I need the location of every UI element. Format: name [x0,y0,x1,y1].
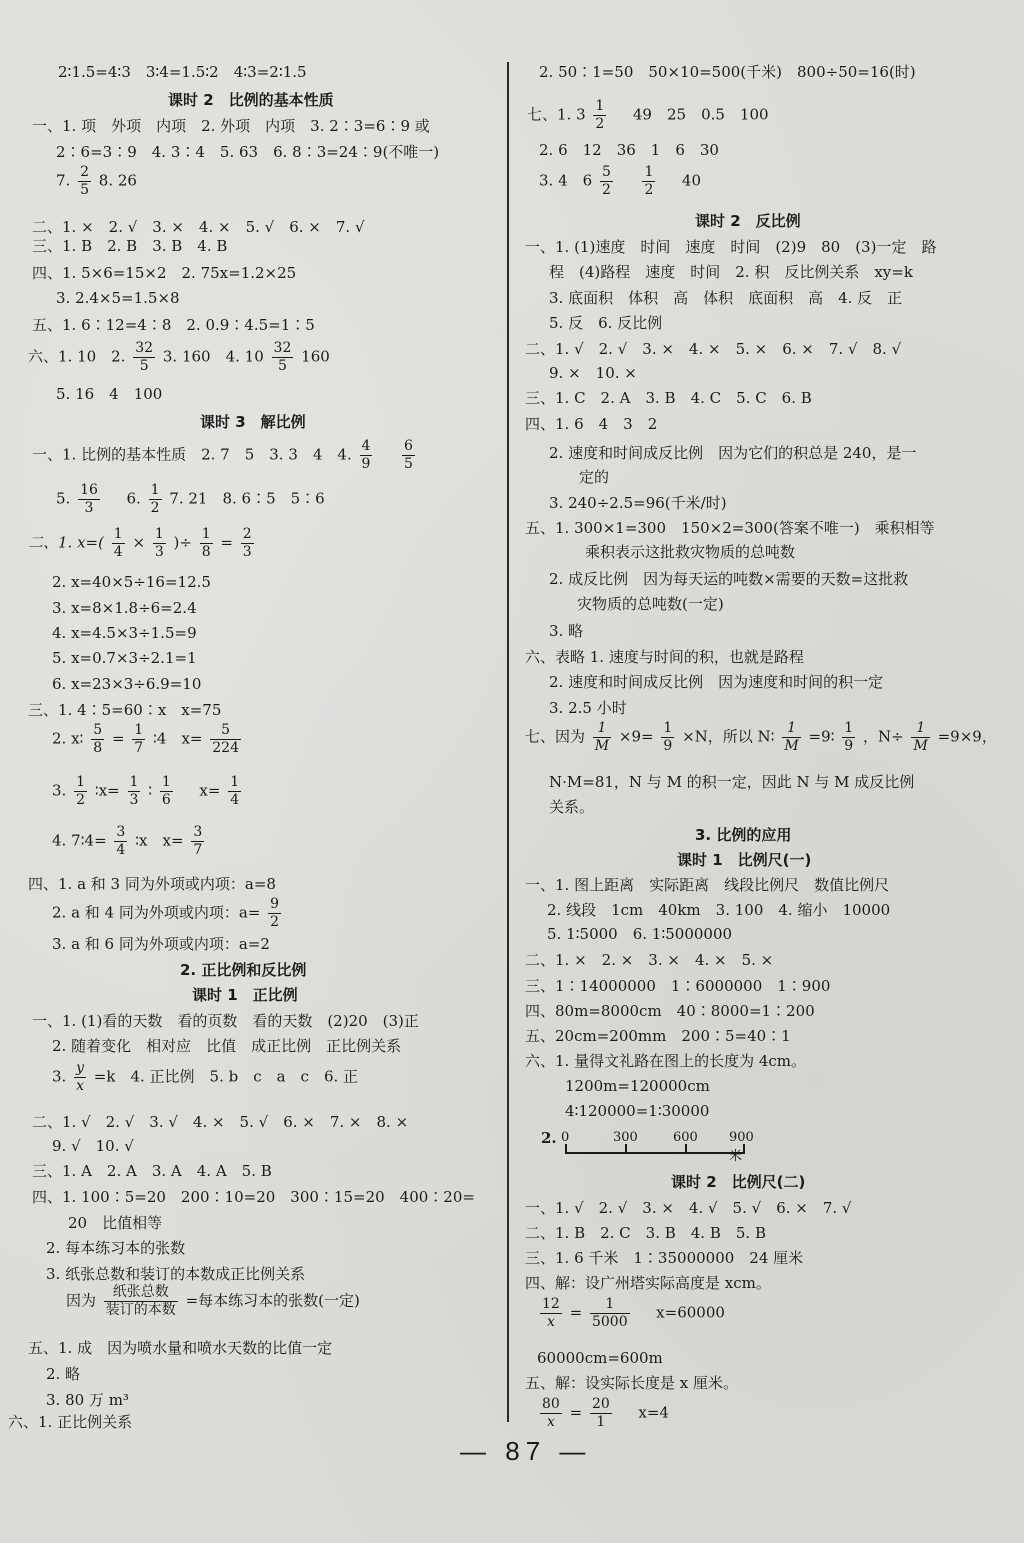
lesson-heading: 课时 2 反比例 [695,212,801,230]
scale-tick [625,1144,627,1154]
fraction: $\frac{\text{纸张总数}}{\text{装订的本数}}$ [105,1284,176,1318]
answer-line: 5. x=0.7×3÷2.1=1 [52,649,197,667]
answer-line: 二、1. x=( $\frac{1}{4}$ × $\frac{1}{3}$ )÷ $\frac{1}{8}$ = $\frac{2}{3}$ [28,526,252,560]
answer-line: 3. 2.5 小时 [549,699,627,717]
answer-line: 四、1. 100∶5=20 200∶10=20 300∶15=20 400∶20= [32,1188,475,1206]
answer-line: 四、1. a 和 3 同为外项或内项：a=8 [28,875,276,893]
answer-line: 2. 速度和时间成反比例 因为速度和时间的积一定 [549,673,884,691]
fraction: $\frac{1}{2}$ [644,164,654,198]
answer-line: 一、1. 比例的基本性质 2. 7 5 3. 3 4 4. $\frac{4}{9}$ $\frac{6}{5}$ [32,438,413,472]
fraction: $\frac{5}{8}$ [93,722,103,756]
scale-tick [685,1144,687,1154]
answer-line: 三、1. B 2. B 3. B 4. B [32,237,228,255]
line-segment-scale-bar [557,1130,754,1164]
answer-line: 一、1. (1)速度 时间 速度 时间 (2)9 80 (3)一定 路 [525,238,937,256]
answer-line: $\frac{12}{x}$ = $\frac{1}{5000}$ x=60000 [542,1296,725,1330]
answer-line: 3. x=8×1.8÷6=2.4 [52,599,197,617]
scale-label: 300 [613,1130,638,1145]
answer-line: 六、表略 1. 速度与时间的积，也就是路程 [525,648,804,666]
answer-line: 三、1∶14000000 1∶6000000 1∶900 [525,977,831,995]
fraction: $\frac{80}{x}$ [542,1396,560,1430]
answer-line: 三、1. 6 千米 1∶35000000 24 厘米 [525,1249,804,1267]
answer-line: 四、80m=8000cm 40∶8000=1∶200 [525,1002,815,1020]
answer-line: 三、1. A 2. A 3. A 4. A 5. B [32,1162,272,1180]
answer-line: 二、1. B 2. C 3. B 4. B 5. B [525,1224,766,1242]
answer-line: 4. x=4.5×3÷1.5=9 [52,624,197,642]
answer-line: 2. 随着变化 相对应 比值 成正比例 正比例关系 [52,1037,402,1055]
fraction: $\frac{5}{224}$ [212,722,239,756]
answer-line: 七、因为 $\frac{1}{M}$ ×9= $\frac{1}{9}$ ×N，所以 N∶ $\frac{1}{M}$ =9∶ $\frac{1}{9}$ ，N÷ $\frac{1}{M}$ =9×9， [525,720,997,754]
fraction: $\frac{16}{3}$ [80,482,98,516]
lesson-heading: 课时 3 解比例 [200,413,306,431]
answer-line: 3. a 和 6 同为外项或内项：a=2 [52,935,270,953]
fraction: $\frac{1}{M}$ [913,720,928,754]
answer-line: 3. 80 万 m³ [46,1391,129,1409]
answer-line: 3. 4 6 $\frac{5}{2}$ $\frac{1}{2}$ 40 [539,164,702,198]
answer-line: 2∶6=3∶9 4. 3∶4 5. 63 6. 8∶3=24∶9(不唯一) [56,143,440,161]
answer-line: 五、1. 成 因为喷水量和喷水天数的比值一定 [28,1339,333,1357]
answer-line: 4∶120000=1∶30000 [565,1102,710,1120]
answer-line: 三、1. 4∶5=60∶x x=75 [28,701,222,719]
answer-line: 一、1. (1)看的天数 看的页数 看的天数 (2)20 (3)正 [32,1012,419,1030]
lesson-heading: 课时 2 比例的基本性质 [168,91,334,109]
answer-line: 2. 50∶1=50 50×10=500(千米) 800÷50=16(时) [539,63,916,81]
answer-line: 20 比值相等 [68,1214,163,1232]
fraction: $\frac{3}{4}$ [116,824,126,858]
answer-line: 2. 每本练习本的张数 [46,1239,186,1257]
fraction: $\frac{1}{4}$ [113,526,123,560]
scale-label: 900米 [729,1130,754,1164]
answer-line: 六、1. 正比例关系 [8,1413,133,1431]
fraction: $\frac{1}{2}$ [150,482,160,516]
answer-line: 一、1. 图上距离 实际距离 线段比例尺 数值比例尺 [525,876,890,894]
answer-line: 4. 7∶4= $\frac{3}{4}$ ∶x x= $\frac{3}{7}$ [52,824,203,858]
answer-line: 五、1. 6∶12=4∶8 2. 0.9∶4.5=1∶5 [32,316,315,334]
fraction: $\frac{1}{M}$ [784,720,799,754]
fraction: $\frac{1}{M}$ [594,720,610,754]
answer-line: 2. x=40×5÷16=12.5 [52,573,211,591]
scale-label: 600 [673,1130,698,1145]
answer-line: 2. 线段 1cm 40km 3. 100 4. 缩小 10000 [547,901,891,919]
answer-line: 2. 略 [46,1365,81,1383]
item-number: 7. [56,171,71,190]
fraction: $\frac{6}{5}$ [404,438,413,472]
answer-line: 三、1. C 2. A 3. B 4. C 5. C 6. B [525,389,812,407]
unit-heading: 2. 正比例和反比例 [180,961,307,979]
fraction: $\frac{12}{x}$ [542,1296,560,1330]
fraction: $\frac{y}{x}$ [76,1060,85,1094]
answer-line: 关系。 [549,798,595,816]
answer-line: 五、1. 300×1=300 150×2=300(答案不唯一) 乘积相等 [525,519,935,537]
answer-line: 3. 纸张总数和装订的本数成正比例关系 [46,1265,306,1283]
answer-line: 因为 $\frac{\text{纸张总数}}{\text{装订的本数}}$ =每本练习本的张数(一定) [66,1284,360,1318]
fraction: $\frac{1}{7}$ [134,722,144,756]
fraction: $\frac{1}{6}$ [161,774,171,808]
answer-line: 一、1. 项 外项 内项 2. 外项 内项 3. 2∶3=6∶9 或 [32,117,430,135]
answer-line: 四、1. 5×6=15×2 2. 75x=1.2×25 [32,264,297,282]
answer-line: 七、1. 3 $\frac{1}{2}$ 49 25 0.5 100 [527,98,769,132]
fraction: $\frac{5}{2}$ [601,164,611,198]
fraction: $\frac{1}{9}$ [663,720,673,754]
answer-line: 二、1. √ 2. √ 3. √ 4. × 5. √ 6. × 7. × 8. × [32,1113,409,1131]
fraction: $\frac{1}{5000}$ [591,1296,628,1330]
lesson-heading: 课时 2 比例尺(二) [671,1173,806,1191]
scale-bar-line [565,1152,745,1154]
answer-line: 60000cm=600m [537,1349,663,1367]
fraction: $\frac{3}{7}$ [193,824,203,858]
scale-label: 0 [561,1130,570,1145]
answer-line: 四、解：设广州塔实际高度是 xcm。 [525,1274,771,1292]
fraction: $\frac{2}{3}$ [242,526,252,560]
answer-line: 五、20cm=200mm 200∶5=40∶1 [525,1027,791,1045]
scale-tick [565,1144,567,1154]
answer-line: 2. x∶ $\frac{5}{8}$ = $\frac{1}{7}$ ∶4 x= $\frac{5}{224}$ [52,722,239,756]
fraction: $\frac{1}{2}$ [595,98,605,132]
answer-text: 8. 26 [98,171,137,190]
answer-line: 6. x=23×3÷6.9=10 [52,675,202,693]
answer-line: 四、1. 6 4 3 2 [525,415,658,433]
answer-line: 五、解：设实际长度是 x 厘米。 [525,1374,738,1392]
fraction: $\frac{1}{2}$ [76,774,86,808]
column-divider [507,62,509,1422]
answer-line: 2. 速度和时间成反比例 因为它们的积总是 240，是一 [549,444,917,462]
fraction: $\frac{1}{8}$ [201,526,211,560]
answer-line: 程 (4)路程 速度 时间 2. 积 反比例关系 xy=k [549,263,913,281]
answer-line [56,164,137,199]
answer-line: 3. $\frac{1}{2}$ ∶x= $\frac{1}{3}$ ∶ $\frac{1}{6}$ x= $\frac{1}{4}$ [52,774,240,808]
fraction: $\frac{1}{9}$ [844,720,854,754]
answer-line: $\frac{80}{x}$ = $\frac{20}{1}$ x=4 [542,1396,669,1430]
answer-line: 3. 底面积 体积 高 体积 底面积 高 4. 反 正 [549,289,903,307]
lesson-heading: 课时 1 正比例 [192,986,298,1004]
answer-line: 二、1. × 2. × 3. × 4. × 5. × [525,951,774,969]
page-number-value: 87 [505,1436,547,1466]
answer-line: 一、1. √ 2. √ 3. × 4. √ 5. √ 6. × 7. √ [525,1199,852,1217]
answer-line: 5. $\frac{16}{3}$ 6. $\frac{1}{2}$ 7. 21 8. 6∶5 5∶6 [56,482,325,516]
answer-line: 二、1. √ 2. √ 3. × 4. × 5. × 6. × 7. √ 8. √ [525,340,902,358]
answer-line: N·M=81，N 与 M 的积一定，因此 N 与 M 成反比例 [549,773,915,791]
answer-line: 1200m=120000cm [565,1077,710,1095]
answer-line: 乘积表示这批救灾物质的总吨数 [585,543,796,561]
fraction: $\frac{4}{9}$ [361,438,371,472]
answer-line: 5. 16 4 100 [56,385,163,403]
fraction: $\frac{1}{4}$ [230,774,240,808]
answer-line: 2. a 和 4 同为外项或内项：a= $\frac{9}{2}$ [52,896,280,930]
page-number: — 87 — [460,1436,592,1466]
answer-line: 3. $\frac{y}{x}$ =k 4. 正比例 5. b c a c 6. 正 [52,1060,359,1094]
answer-line: 灾物质的总吨数(一定) [577,595,724,613]
answer-line: 二、1. × 2. √ 3. × 4. × 5. √ 6. × 7. √ [32,218,365,236]
answer-line: 2. 6 12 36 1 6 30 [539,141,719,159]
fraction: $\frac{1}{3}$ [154,526,164,560]
answer-line: 3. 2.4×5=1.5×8 [56,289,180,307]
answer-line: 2∶1.5=4∶3 3∶4=1.5∶2 4∶3=2∶1.5 [58,63,307,81]
answer-line: 9. √ 10. √ [52,1137,134,1155]
answer-line: 9. × 10. × [549,364,637,382]
answer-line: 六、1. 10 2. $\frac{32}{5}$ 3. 160 4. 10 $\frac{32}{5}$ 160 [28,340,330,374]
lesson-heading: 课时 1 比例尺(一) [677,851,812,869]
fraction: $\frac{9}{2}$ [270,896,280,930]
answer-line: 3. 240÷2.5=96(千米/时) [549,494,727,512]
answer-line: 六、1. 量得文礼路在图上的长度为 4cm。 [525,1052,807,1070]
answer-line: 定的 [579,468,610,486]
answer-line: 3. 略 [549,622,584,640]
answer-line: 5. 1∶5000 6. 1∶5000000 [547,925,733,943]
fraction: $\frac{1}{3}$ [129,774,139,808]
answer-line: 5. 反 6. 反比例 [549,314,663,332]
fraction: $\frac{20}{1}$ [591,1396,610,1430]
fraction: $\frac{2}{5}$ [80,164,90,198]
item-number: 2. [541,1129,557,1147]
answer-line: 2. 成反比例 因为每天运的吨数×需要的天数=这批救 [549,570,909,588]
fraction: $\frac{32}{5}$ [273,340,292,374]
fraction: $\frac{32}{5}$ [135,340,154,374]
unit-heading: 3. 比例的应用 [695,826,792,844]
